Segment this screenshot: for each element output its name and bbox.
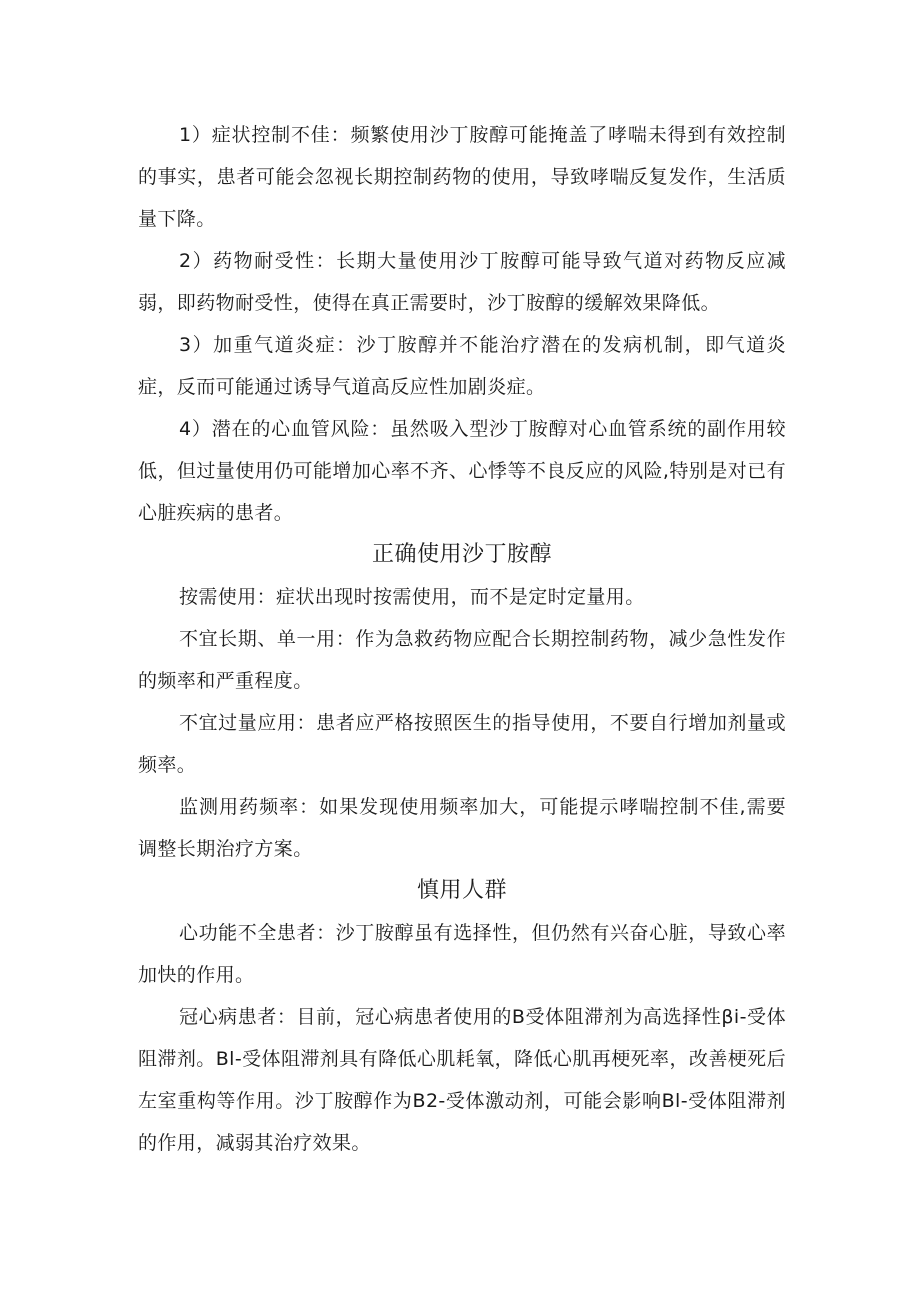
section-heading-caution: 慎用人群 — [416, 878, 507, 903]
correct-use-on-demand: 按需使用：症状出现时按需使用，而不是定时定量用。 — [179, 586, 645, 608]
risk-item-cardiovascular: 4）潜在的心血管风险：虽然吸入型沙丁胺醇对心血管系统的副作用较低，但过量使用仍可能增加心率不齐、心悸等不良反应的风险,特别是对已有心脏疾病的患者。 — [138, 418, 786, 524]
section-heading-correct-use: 正确使用沙丁胺醇 — [371, 542, 552, 567]
correct-use-not-long-term: 不宜长期、单一用：作为急救药物应配合长期控制药物，减少急性发作的频率和严重程度。 — [138, 628, 786, 692]
risk-item-airway-inflammation: 3）加重气道炎症：沙丁胺醇并不能治疗潜在的发病机制，即气道炎症，反而可能通过诱导气道高反应性加剧炎症。 — [138, 334, 786, 398]
risk-item-symptom-control: 1）症状控制不佳：频繁使用沙丁胺醇可能掩盖了哮喘未得到有效控制的事实，患者可能会忽视长期控制药物的使用，导致哮喘反复发作，生活质量下降。 — [138, 124, 786, 230]
caution-heart-failure: 心功能不全患者：沙丁胺醇虽有选择性，但仍然有兴奋心脏，导致心率加快的作用。 — [138, 922, 786, 986]
correct-use-monitor-frequency: 监测用药频率：如果发现使用频率加大，可能提示哮喘控制不佳,需要调整长期治疗方案。 — [138, 796, 786, 860]
document-body — [138, 114, 786, 1164]
risk-item-drug-tolerance: 2）药物耐受性：长期大量使用沙丁胺醇可能导致气道对药物反应减弱，即药物耐受性，使得在真正需要时，沙丁胺醇的缓解效果降低。 — [138, 250, 786, 314]
caution-coronary-disease: 冠心病患者：目前，冠心病患者使用的B受体阻滞剂为高选择性βi-受体阻滞剂。Bl-受体阻滞剂具有降低心肌耗氧，降低心肌再梗死率，改善梗死后左室重构等作用。沙丁胺醇作为B2-受体激动剂，可能会影响Bl-受体阻滞剂的作用，减弱其治疗效果。 — [138, 1006, 786, 1154]
correct-use-no-overdose: 不宜过量应用：患者应严格按照医生的指导使用，不要自行增加剂量或频率。 — [138, 712, 786, 776]
